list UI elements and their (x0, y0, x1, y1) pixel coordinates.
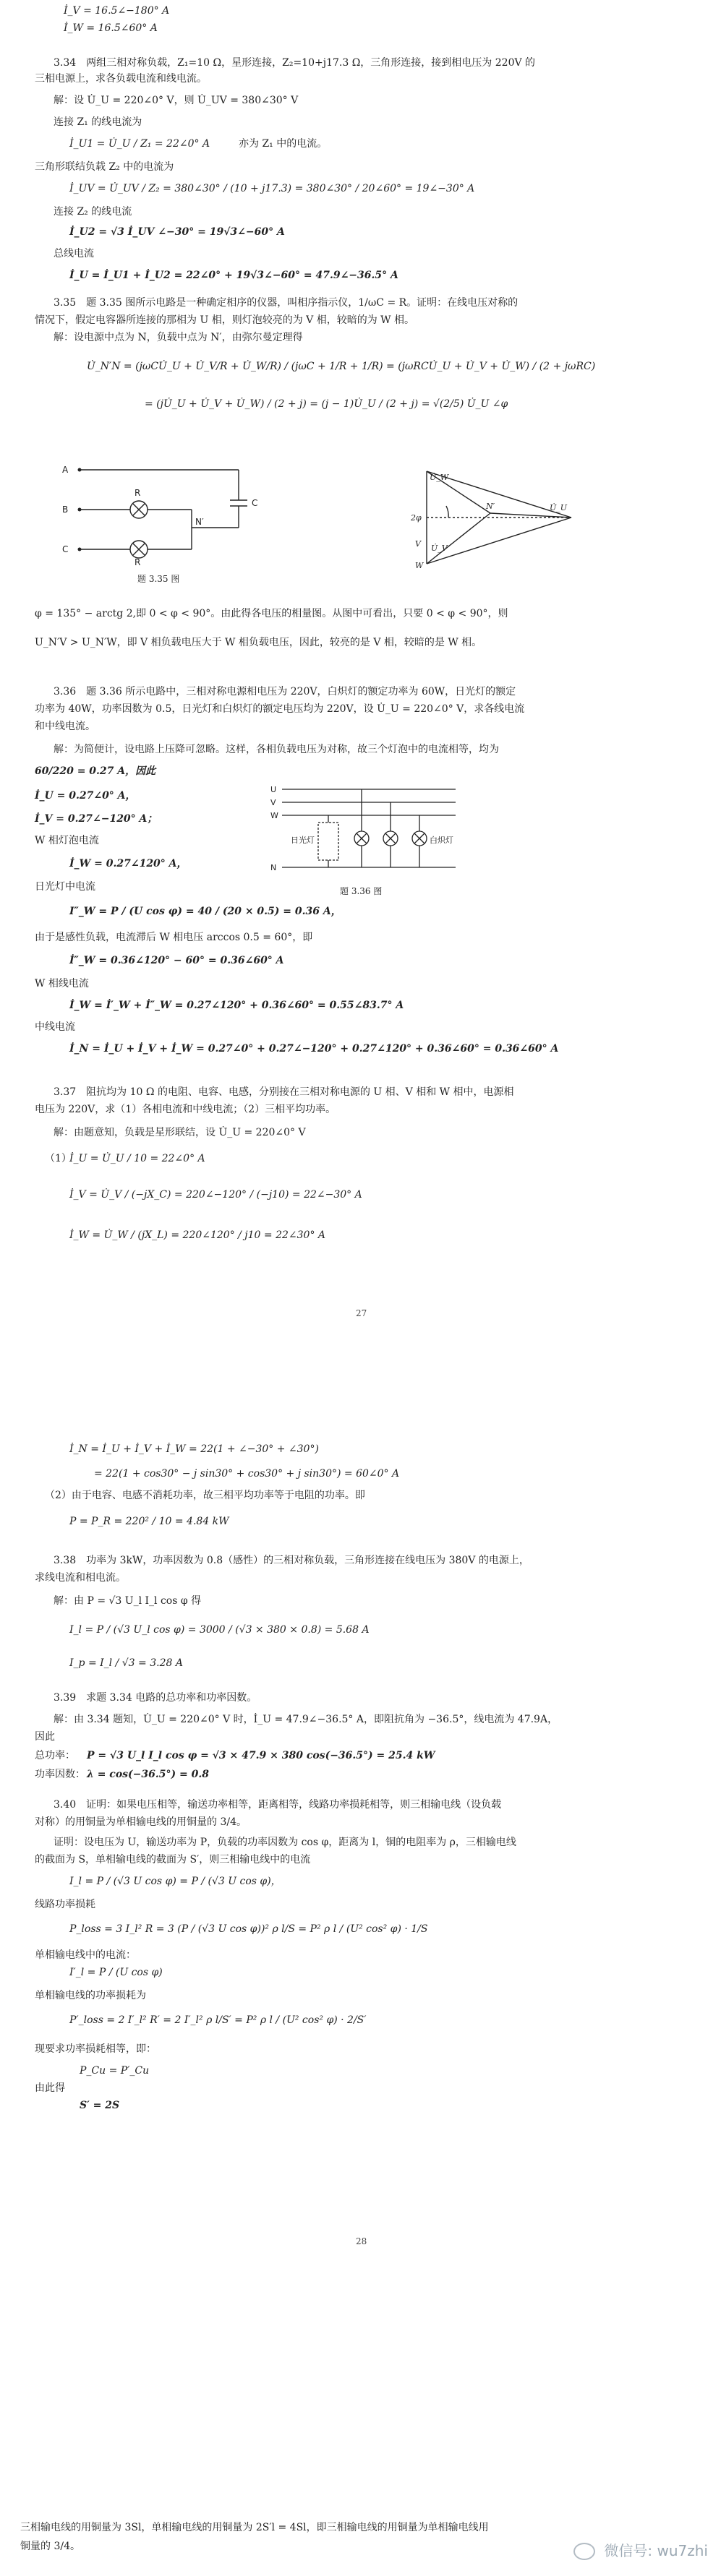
equation: P′_loss = 2 I′_l² R′ = 2 I′_l² ρ l/S′ = P² ρ l / (U² cos² φ) · 2/S′ (69, 2014, 367, 2026)
problem-text: 求线电流和相电流。 (35, 1572, 126, 1584)
problem-text: 情况下，假定电容器所连接的那相为 U 相，则灯泡较亮的为 V 相，较暗的为 W 相。 (35, 314, 414, 326)
equation: İ_V = 16.5∠−180° A (64, 5, 170, 17)
fig-label: N′ (195, 517, 204, 527)
solution: 解：为简便计，设电路上压降可忽略。这样，各相负载电压为对称，故三个灯泡中的电流相等，均为 (54, 744, 499, 755)
equation: P = P_R = 220² / 10 = 4.84 kW (69, 1516, 229, 1527)
page-number: 27 (356, 1308, 367, 1318)
solution: 解：由 3.34 题知，U̇_U = 220∠0° V 时，İ_U = 47.9∠−36.5° A，即阻抗角为 −36.5°，线电流为 47.9A， (54, 1714, 558, 1725)
equation: İ_W = İ′_W + İ″_W = 0.27∠120° + 0.36∠60° = 0.55∠83.7° A (69, 1000, 404, 1011)
watermark (573, 2539, 708, 2561)
text: 连接 Z₂ 的线电流 (54, 206, 132, 218)
text: 铜量的 3/4。 (20, 2541, 80, 2552)
text: 三角形联结负载 Z₂ 中的电流为 (35, 161, 174, 173)
problem-3-38: 3.38 功率为 3kW，功率因数为 0.8（感性）的三相对称负载，三角形连接在线电压为 380V 的电源上， (54, 1555, 529, 1566)
fig-label: W (270, 811, 278, 820)
equation: İ_U2 = √3 İ_UV ∠−30° = 19√3∠−60° A (69, 226, 285, 238)
text: U_N′V > U_N′W，即 V 相负载电压大于 W 相负载电压，因此，较亮的是 V 相，较暗的是 W 相。 (35, 637, 482, 648)
fig-label: 日光灯 (291, 836, 315, 845)
fig-label: W (415, 561, 424, 570)
equation: λ = cos(−36.5°) = 0.8 (87, 1769, 209, 1780)
fig-label: C (62, 544, 69, 554)
equation: I″_W = P / (U cos φ) = 40 / (20 × 0.5) = 0.36 A， (69, 906, 341, 917)
problem-3-34: 3.34 两组三相对称负载，Z₁=10 Ω，星形连接，Z₂=10+j17.3 Ω，三角形连接，接到相电压为 220V 的 (54, 57, 536, 69)
label: 功率因数： (35, 1769, 85, 1780)
phasor-diagram (405, 463, 593, 571)
text: （1） (45, 1153, 72, 1164)
equation: P_loss = 3 I_l² R = 3 (P / (√3 U cos φ))² ρ l/S = P² ρ l / (U² cos² φ) · 1/S (69, 1923, 428, 1935)
equation: İ_U = U̇_U / 10 = 22∠0° A (69, 1153, 205, 1164)
fig-label: N′ (486, 502, 495, 511)
equation: = (jU̇_U + U̇_V + U̇_W) / (2 + j) = (j − 1)U̇_U / (2 + j) = √(2/5) U̇_U ∠φ (145, 398, 508, 410)
equation: = 22(1 + cos30° − j sin30° + cos30° + j sin30°) = 60∠0° A (94, 1468, 400, 1480)
equation: 60/220 = 0.27 A，因此 (35, 765, 156, 777)
problem-3-35: 3.35 题 3.35 图所示电路是一种确定相序的仪器，叫相序指示仪，1/ωC = R。证明：在线电压对称的 (54, 297, 519, 309)
text: 的截面为 S，单相输电线的截面为 S′，则三相输电线中的电流 (35, 1854, 311, 1866)
text: 单相输电线的功率损耗为 (35, 1990, 146, 2001)
fig-label: R (135, 557, 141, 567)
fig-label: V (415, 539, 421, 549)
text: 连接 Z₁ 的线电流为 (54, 116, 142, 128)
text: （2）由于电容、电感不消耗功率，故三相平均功率等于电阻的功率。即 (45, 1490, 365, 1501)
problem-text: 三相电源上，求各负载电流和线电流。 (35, 73, 207, 85)
equation: I′_l = P / (U cos φ) (69, 1967, 163, 1978)
solution: 解：设 U̇_U = 220∠0° V，则 U̇_UV = 380∠30° V (54, 95, 299, 106)
equation: I_l = P / (√3 U cos φ) = P / (√3 U cos φ)， (69, 1876, 281, 1887)
circuit-figure-3-36 (268, 781, 477, 882)
fig-label: 2φ (411, 513, 422, 523)
problem-text: 对称）的用铜量为单相输电线的用铜量的 3/4。 (35, 1816, 247, 1828)
text: φ = 135° − arctg 2,即 0 < φ < 90°。由此得各电压的相量图。从图中可看出，只要 0 < φ < 90°，则 (35, 608, 508, 619)
text: 由此得 (35, 2082, 65, 2094)
text: 因此 (35, 1731, 55, 1743)
problem-3-37: 3.37 阻抗均为 10 Ω 的电阻、电容、电感，分别接在三相对称电源的 U 相、V 相和 W 相中，电源相 (54, 1086, 514, 1098)
fig-label: 白炽灯 (430, 836, 453, 845)
text: 单相输电线中的电流： (35, 1949, 136, 1961)
label: 总功率： (35, 1750, 75, 1761)
fig-label: U̇_W (430, 473, 449, 482)
figure-caption: 题 3.35 图 (137, 574, 180, 584)
equation: İ_V = U̇_V / (−jX_C) = 220∠−120° / (−j10) = 22∠−30° A (69, 1189, 362, 1201)
text: 总线电流 (54, 248, 94, 259)
equation: S′ = 2S (80, 2100, 120, 2111)
fig-label: N (270, 863, 277, 872)
solution: 解：由题意知，负载是星形联结，设 U̇_U = 220∠0° V (54, 1127, 306, 1138)
equation: İ_N = İ_U + İ_V + İ_W = 0.27∠0° + 0.27∠−120° + 0.27∠120° + 0.36∠60° = 0.36∠60° A (69, 1043, 559, 1055)
equation: P_Cu = P′_Cu (80, 2065, 150, 2077)
figure-caption: 题 3.36 图 (340, 886, 383, 896)
equation: İ_UV = U̇_UV / Z₂ = 380∠30° / (10 + j17.3) = 380∠30° / 20∠60° = 19∠−30° A (69, 183, 475, 194)
fig-label: V (270, 798, 276, 807)
fig-label: R (135, 488, 141, 498)
fig-label: C (252, 498, 258, 508)
text: W 相线电流 (35, 978, 89, 989)
equation: İ_W = 16.5∠60° A (64, 22, 158, 34)
page-number: 28 (356, 2236, 367, 2246)
fig-label: B (62, 505, 69, 515)
watermark-text: 微信号: wu7zhi (604, 2541, 708, 2559)
equation: İ_U = 0.27∠0° A， (35, 790, 136, 802)
text: W 相灯泡电流 (35, 835, 99, 846)
equation: İ_U1 = U̇_U / Z₁ = 22∠0° A (69, 138, 210, 150)
text: 亦为 Z₁ 中的电流。 (239, 138, 328, 150)
text: 线路功率损耗 (35, 1899, 95, 1910)
text: 由于是感性负载，电流滞后 W 相电压 arccos 0.5 = 60°，即 (35, 932, 313, 943)
equation: İ_N = İ_U + İ_V + İ_W = 22(1 + ∠−30° + ∠30°) (69, 1443, 319, 1455)
wechat-icon (573, 2543, 595, 2560)
equation: I_p = I_l / √3 = 3.28 A (69, 1657, 183, 1669)
equation: U̇_N′N = (jωCU̇_U + U̇_V/R + U̇_W/R) / (jωC + 1/R + 1/R) = (jωRCU̇_U + U̇_V + U̇_W) / (2 + jωRC) (87, 361, 596, 372)
fig-label: A (62, 465, 69, 475)
equation: İ_W = 0.27∠120° A， (69, 858, 187, 870)
problem-text: 电压为 220V，求（1）各相电流和中线电流；（2）三相平均功率。 (35, 1104, 336, 1115)
fig-label: U̇_V (431, 544, 448, 553)
problem-text: 功率为 40W，功率因数为 0.5，日光灯和白炽灯的额定电压均为 220V，设 U̇_U = 220∠0° V，求各线电流 (35, 703, 525, 715)
text: 现要求功率损耗相等，即： (35, 2043, 156, 2055)
solution: 证明：设电压为 U，输送功率为 P，负载的功率因数为 cos φ，距离为 l，铜的电阻率为 ρ，三相输电线 (54, 1837, 516, 1848)
equation: I_l = P / (√3 U_l cos φ) = 3000 / (√3 × 380 × 0.8) = 5.68 A (69, 1624, 370, 1636)
text: 中线电流 (35, 1021, 75, 1033)
text: 三相输电线的用铜量为 3Sl，单相输电线的用铜量为 2S′l = 4Sl，即三相输电线的用铜量为单相输电线用 (20, 2522, 489, 2533)
problem-3-40: 3.40 证明：如果电压相等，输送功率相等，距离相等，线路功率损耗相等，则三相输电线（设负载 (54, 1799, 502, 1811)
fig-label: U (270, 785, 277, 794)
circuit-figure-3-35 (58, 455, 318, 571)
problem-3-36: 3.36 题 3.36 所示电路中，三相对称电源相电压为 220V，白炽灯的额定功率为 60W，日光灯的额定 (54, 686, 516, 697)
problem-text: 和中线电流。 (35, 721, 95, 732)
equation: İ_V = 0.27∠−120° A； (35, 813, 158, 825)
solution: 解：设电源中点为 N，负载中点为 N′，由弥尔曼定理得 (54, 332, 303, 343)
equation: İ_U = İ_U1 + İ_U2 = 22∠0° + 19√3∠−60° = 47.9∠−36.5° A (69, 270, 398, 281)
equation: P = √3 U_l I_l cos φ = √3 × 47.9 × 380 cos(−36.5°) = 25.4 kW (87, 1750, 435, 1761)
equation: İ″_W = 0.36∠120° − 60° = 0.36∠60° A (69, 955, 284, 966)
problem-3-39: 3.39 求题 3.34 电路的总功率和功率因数。 (54, 1692, 257, 1704)
equation: İ_W = U̇_W / (jX_L) = 220∠120° / j10 = 22∠30° A (69, 1229, 326, 1241)
text: 日光灯中电流 (35, 881, 95, 893)
solution: 解：由 P = √3 U_l I_l cos φ 得 (54, 1595, 202, 1607)
fig-label: U̇_U (550, 503, 568, 512)
